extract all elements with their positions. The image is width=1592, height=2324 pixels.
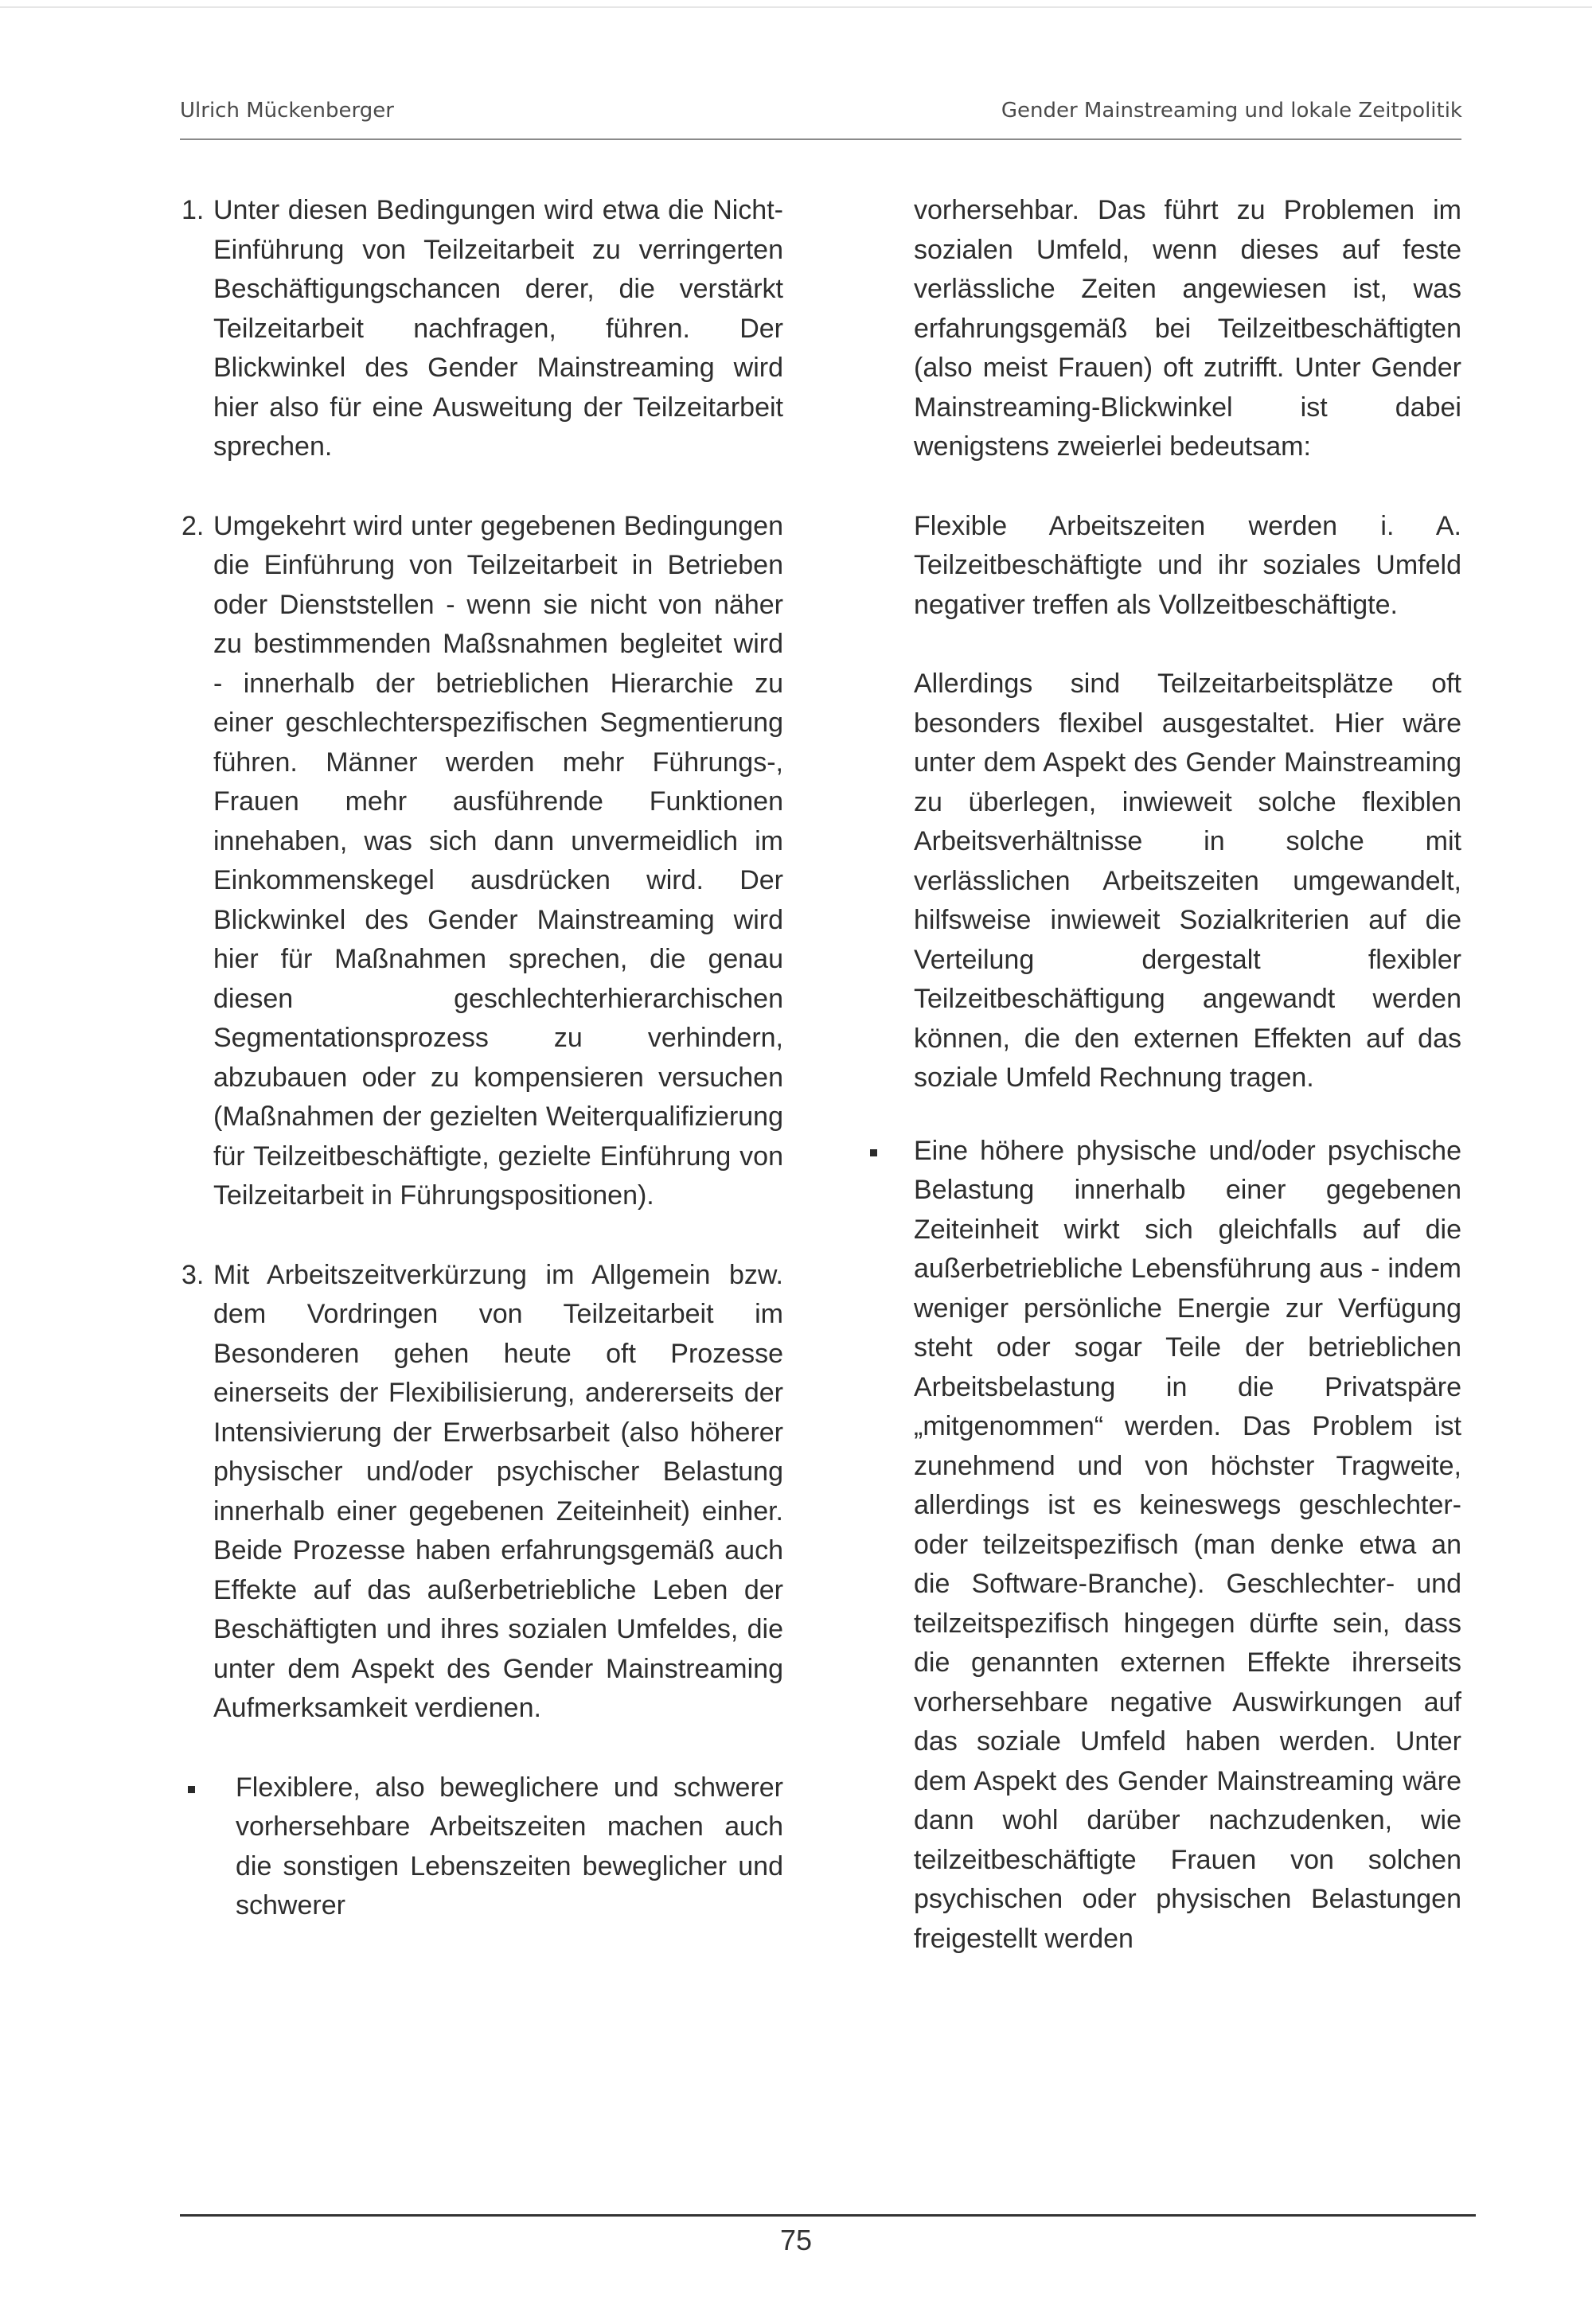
bullet-text: Eine höhere physische und/oder psychische Belastung innerhalb einer gegebenen Zeiteinheit wirkt sich gleichfalls auf die außerbetriebliche Lebensführung aus - indem weniger persönliche Energie zur Verfügung steht oder sogar Teile der betrieblichen Arbeitsbelastung in die Privatspäre „mitgenommen“ werden. Das Problem ist zunehmend und von höchster Tragweite, allerdings ist es keineswegs geschlechter- oder teilzeitspezifisch (man denke etwa an die Software-Branche). Geschlechter- und teilzeitspezifisch hingegen dürfte sein, dass die genannten externen Effekte ihrerseits vorhersehbare negative Auswirkungen auf das soziale Umfeld haben werden. Unter dem Aspekt des Gender Mainstreaming wäre dann wohl darüber nachzudenken, wie teilzeitbeschäftigte Frauen von solchen psychischen oder physischen Belastungen freigestellt werden: [914, 1135, 1461, 1954]
page-top-edge: [0, 6, 1592, 8]
paragraph-flexible-times: Flexible Arbeitszeiten werden i. A. Teilzeitbeschäftigte und ihr soziales Umfeld negativer treffen als Vollzeitbeschäftigte.: [914, 510, 1461, 620]
numbered-item-3: [183, 1256, 783, 1729]
bullet-item-physical-load: [914, 1132, 1461, 1959]
numbered-item-2: [183, 507, 783, 1216]
paragraph-part-time-flexibility: Allerdings sind Teilzeitarbeitsplätze oft besonders flexibel ausgestaltet. Hier wäre unter dem Aspekt des Gender Mainstreaming zu überlegen, inwieweit solche flexiblen Arbeitsverhältnisse in solche mit verlässlichen Arbeitszeiten umgewandelt, hilfsweise inwieweit Sozialkriterien auf die Verteilung dergestalt flexibler Teilzeitbeschäftigung angewandt werden können, die den externen Effekten auf das soziale Umfeld Rechnung tragen.: [914, 669, 1461, 1093]
running-header-author: Ulrich Mückenberger: [180, 99, 394, 123]
item-number: 3.: [181, 1259, 205, 1290]
paragraph-continuation: vorhersehbar. Das führt zu Problemen im sozialen Umfeld, wenn dieses auf feste verlässliche Zeiten angewiesen ist, was erfahrungsgemäß bei Teilzeitbeschäftigten (also meist Frauen) oft zutrifft. Unter Gender Mainstreaming-Blickwinkel ist dabei wenigstens zweierlei bedeutsam:: [914, 195, 1461, 462]
item-number: 1.: [181, 195, 205, 225]
page-number: 75: [779, 2224, 813, 2256]
bullet-item-flexible-times: [183, 1768, 783, 1926]
item-text: Unter diesen Bedingungen wird etwa die Nicht-Einführung von Teilzeitarbeit zu verringerten Beschäftigungschancen derer, die verstärkt Teilzeitarbeit nachfragen, führen. Der Blickwinkel des Gender Mainstreaming wird hier also für eine Ausweitung der Teilzeitarbeit sprechen.: [213, 195, 783, 462]
item-text: Mit Arbeitszeitverkürzung im Allgemein bzw. dem Vordringen von Teilzeitarbeit im Besonderen gehen heute oft Prozesse einerseits der Flexibilisierung, andererseits der Intensivierung der Erwerbsarbeit (also höherer physischer und/oder psychischer Belastung innerhalb einer gegebenen Zeiteinheit) einher. Beide Prozesse haben erfahrungsgemäß auch Effekte auf das außerbetriebliche Leben der Beschäftigten und ihres sozialen Umfeldes, die unter dem Aspekt des Gender Mainstreaming Aufmerksamkeit verdienen.: [213, 1259, 783, 1723]
bullet-square-icon: [870, 1149, 877, 1156]
header-rule: [180, 138, 1461, 140]
numbered-item-1: [183, 191, 783, 467]
left-column: [183, 191, 783, 1926]
running-header-title: Gender Mainstreaming und lokale Zeitpolitik: [1001, 99, 1462, 123]
bullet-square-icon: [188, 1786, 195, 1793]
footer-rule: [180, 2214, 1476, 2217]
item-number: 2.: [181, 510, 205, 541]
right-column: [914, 191, 1461, 1959]
item-text: Umgekehrt wird unter gegebenen Bedingungen die Einführung von Teilzeitarbeit in Betrieben oder Dienststellen - wenn sie nicht von näher zu bestimmenden Maßsnahmen begleitet wird - innerhalb der betrieblichen Hierarchie zu einer geschlechterspezifischen Segmentierung führen. Männer werden mehr Führungs-, Frauen mehr ausführende Funktionen innehaben, was sich dann unvermeidlich im Einkommenskegel ausdrücken wird. Der Blickwinkel des Gender Mainstreaming wird hier für Maßnahmen sprechen, die genau diesen geschlechterhierarchischen Segmentationsprozess zu verhindern, abzubauen oder zu kompensieren versuchen (Maßnahmen der gezielten Weiterqualifizierung für Teilzeitbeschäftigte, gezielte Einführung von Teilzeitarbeit in Führungspositionen).: [213, 510, 783, 1211]
bullet-text: Flexiblere, also beweglichere und schwerer vorhersehbare Arbeitszeiten machen auch die sonstigen Lebenszeiten beweglicher und schwerer: [236, 1772, 783, 1920]
